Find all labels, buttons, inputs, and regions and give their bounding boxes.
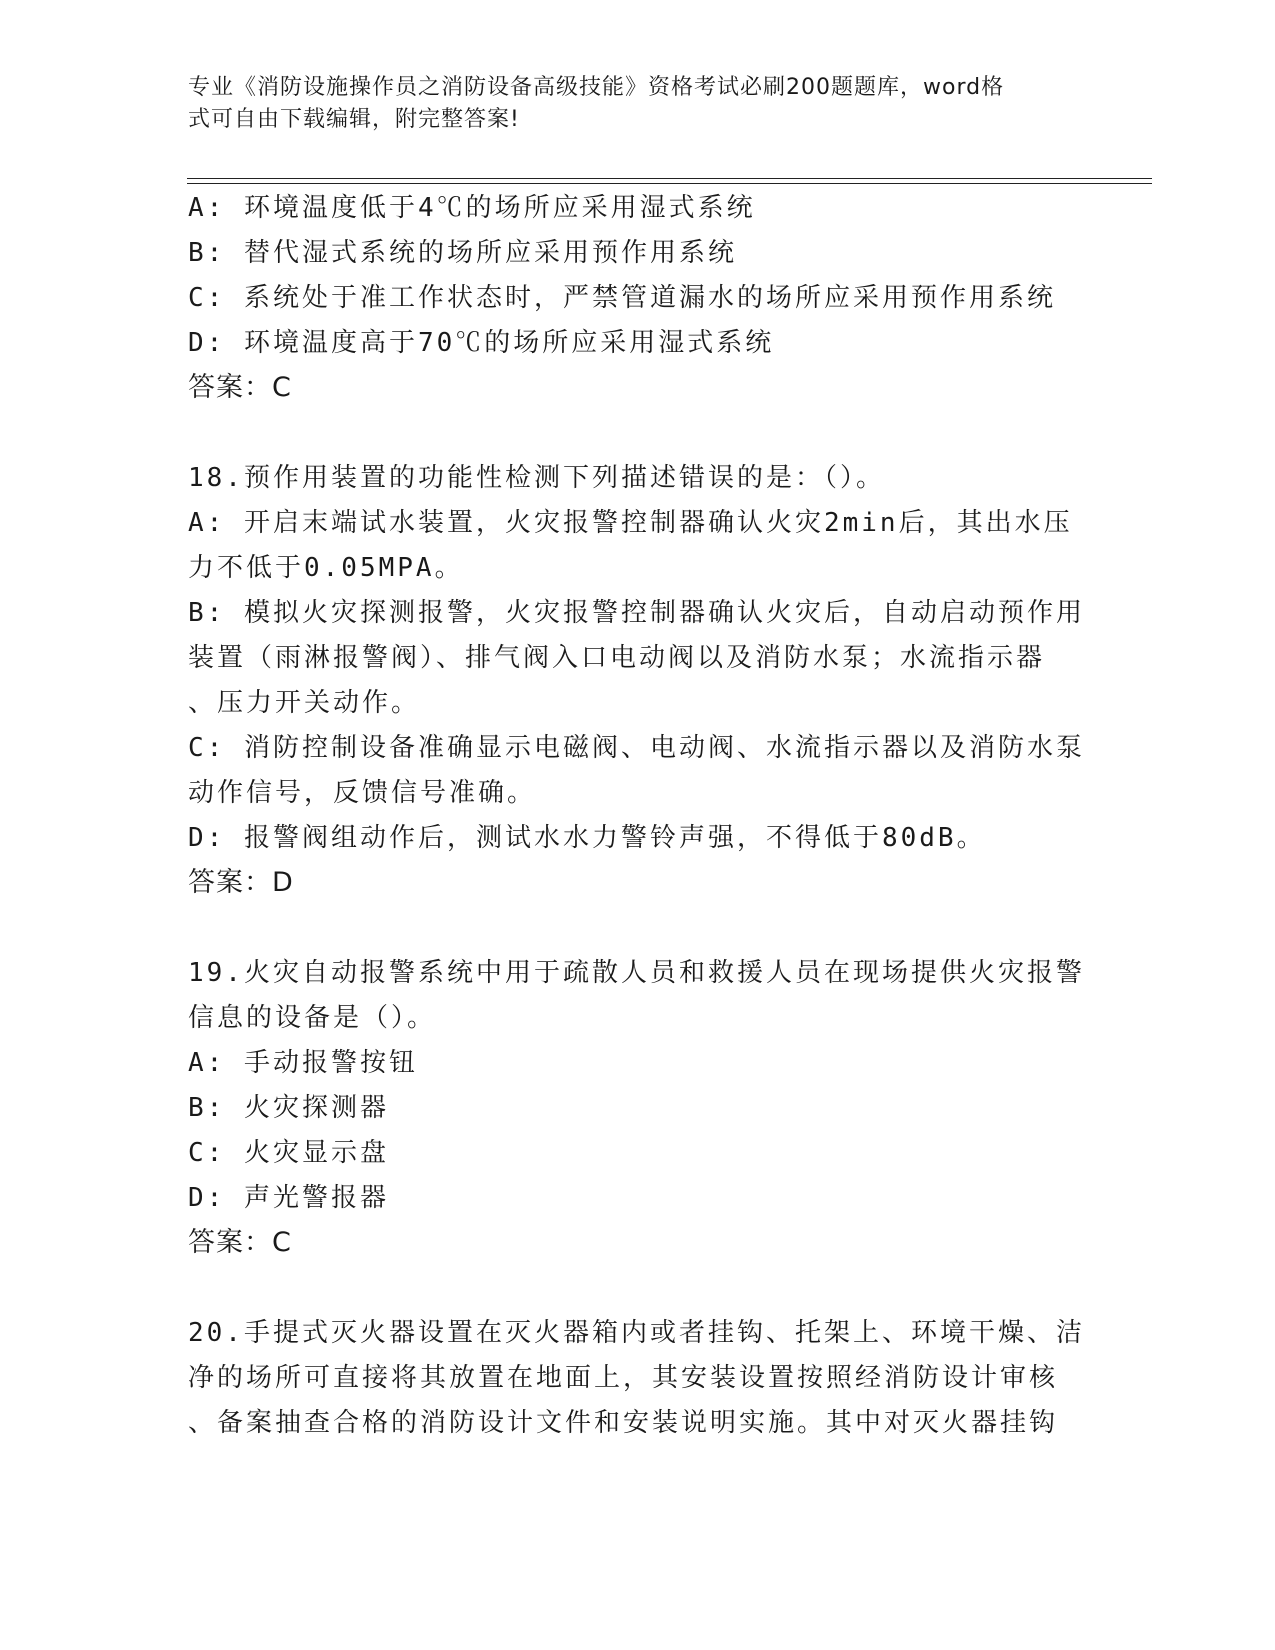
q18-stem: 18.预作用装置的功能性检测下列描述错误的是：（）。 xyxy=(188,463,885,493)
q19-option-d: D: 声光警报器 xyxy=(188,1183,389,1213)
q17-option-b: B: 替代湿式系统的场所应采用预作用系统 xyxy=(188,238,737,268)
q20-stem-line-3: 、备案抽查合格的消防设计文件和安装说明实施。其中对灭火器挂钩 xyxy=(188,1408,1059,1438)
q19-option-c: C: 火灾显示盘 xyxy=(188,1138,389,1168)
q18-option-b-line-3: 、压力开关动作。 xyxy=(188,688,421,718)
q17-answer: 答案：C xyxy=(188,372,292,403)
q20-stem-line-2: 净的场所可直接将其放置在地面上，其安装设置按照经消防设计审核 xyxy=(188,1363,1059,1393)
header-line-1: 专业《消防设施操作员之消防设备高级技能》资格考试必刷200题题库，word格 xyxy=(188,75,1005,100)
header-rule-bottom xyxy=(187,183,1152,184)
q20-stem-line-1: 20.手提式灭火器设置在灭火器箱内或者挂钩、托架上、环境干燥、洁 xyxy=(188,1318,1085,1348)
header-rule-top xyxy=(187,178,1152,179)
q18-option-b-line-2: 装置（雨淋报警阀）、排气阀入口电动阀以及消防水泵；水流指示器 xyxy=(188,643,1046,673)
q19-option-a: A: 手动报警按钮 xyxy=(188,1048,418,1078)
q18-option-b-line-1: B: 模拟火灾探测报警，火灾报警控制器确认火灾后，自动启动预作用 xyxy=(188,598,1085,628)
q18-option-a-line-1: A: 开启末端试水装置，火灾报警控制器确认火灾2min后，其出水压 xyxy=(188,508,1073,538)
q18-option-a-line-2: 力不低于0.05MPA。 xyxy=(188,553,464,583)
q17-option-d: D: 环境温度高于70℃的场所应采用湿式系统 xyxy=(188,328,775,358)
q19-answer: 答案：C xyxy=(188,1227,292,1258)
q18-option-d: D: 报警阀组动作后，测试水水力警铃声强，不得低于80dB。 xyxy=(188,823,986,853)
q19-stem-line-2: 信息的设备是（）。 xyxy=(188,1003,437,1033)
q18-option-c-line-1: C: 消防控制设备准确显示电磁阀、电动阀、水流指示器以及消防水泵 xyxy=(188,733,1085,763)
q18-answer: 答案：D xyxy=(188,867,294,898)
q19-stem-line-1: 19.火灾自动报警系统中用于疏散人员和救援人员在现场提供火灾报警 xyxy=(188,958,1085,988)
q18-option-c-line-2: 动作信号，反馈信号准确。 xyxy=(188,778,537,808)
q17-option-a: A: 环境温度低于4℃的场所应采用湿式系统 xyxy=(188,193,756,223)
q19-option-b: B: 火灾探测器 xyxy=(188,1093,389,1123)
document-header xyxy=(188,72,1068,136)
header-line-2: 式可自由下载编辑，附完整答案! xyxy=(188,107,520,132)
q17-option-c: C: 系统处于准工作状态时，严禁管道漏水的场所应采用预作用系统 xyxy=(188,283,1056,313)
